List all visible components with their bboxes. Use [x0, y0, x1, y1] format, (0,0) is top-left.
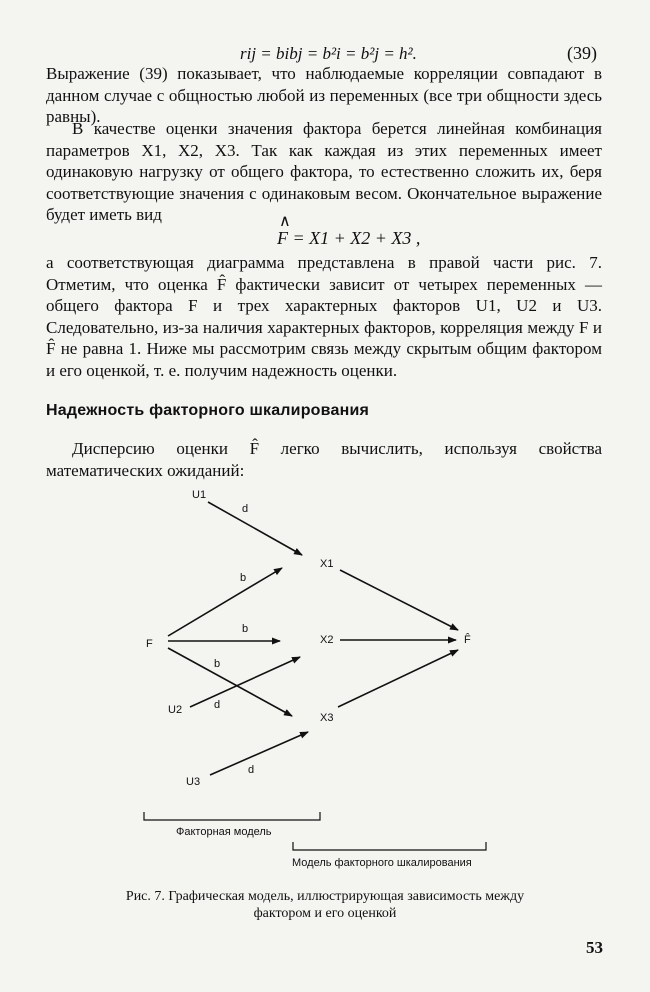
figure-caption: Рис. 7. Графическая модель, иллюстрирующая зависимость между фактором и его оценкой [125, 889, 525, 921]
paragraph-3-text: а соответствующая диаграмма представлена в правой части рис. 7. Отметим, что оценка F̂ фактически зависит от четырех переменных — общего фактора F и трех характерных факторов U1, U2 и U3. Следовательно, из-за наличия характерных факторов, корреляция между F и F̂ не равна 1. Ниже мы рассмотрим связь между скрытым общим фактором и его оценкой, т. е. получим надежность оценки. [46, 253, 602, 380]
edge-u1-x1 [208, 502, 302, 555]
node-u2: U2 [168, 704, 183, 716]
paragraph-4-text: Дисперсию оценки F̂ легко вычислить, используя свойства математических ожиданий: [46, 439, 602, 480]
node-u3: U3 [186, 776, 201, 788]
edge-u2-x2 [190, 657, 300, 707]
bracket-factor-model [144, 812, 320, 820]
paragraph-2 [46, 118, 602, 226]
node-x1: X1 [320, 558, 334, 570]
section-heading: Надежность факторного шкалирования [46, 402, 370, 419]
node-x2: X2 [320, 634, 334, 646]
edge-u3-x3 [210, 732, 308, 775]
paragraph-1-text: Выражение (39) показывает, что наблюдаемые корреляции совпадают в данном случае с общностью любой из переменных (все три общности здесь равны). [46, 64, 602, 127]
label-factor-model: Факторная модель [176, 826, 272, 838]
fhat-symbol: ∧ [279, 213, 291, 230]
bracket-scaling-model [293, 842, 486, 850]
edge-label-b-x2: b [242, 623, 249, 635]
equation-fhat: F = X1 + X2 + X3 , [277, 228, 421, 248]
edge-label-d-u3: d [248, 764, 255, 776]
edge-label-b-x3: b [214, 658, 221, 670]
factor-diagram [130, 480, 530, 880]
edge-label-d-u1: d [242, 503, 249, 515]
paragraph-3 [46, 252, 602, 382]
node-f: F [146, 638, 153, 650]
edge-f-x1 [168, 568, 282, 636]
node-u1: U1 [192, 489, 207, 501]
paragraph-4 [46, 438, 602, 481]
paragraph-2-text: В качестве оценки значения фактора берется линейная комбинация параметров X1, X2, X3. Так как каждая из этих переменных имеет одинаковую нагрузку от общего фактора, то естественно сложить их, беря соответствующие значения с одинаковым весом. Окончательное выражение будет иметь вид [46, 119, 602, 225]
page-number: 53 [586, 938, 603, 957]
edge-label-d-u2: d [214, 699, 221, 711]
edge-x1-fhat [340, 570, 458, 630]
edge-f-x3 [168, 648, 292, 716]
edge-label-b-x1: b [240, 572, 247, 584]
node-x3: X3 [320, 712, 334, 724]
equation-number: (39) [567, 43, 597, 63]
label-scaling-model: Модель факторного шкалирования [292, 857, 472, 869]
edge-x3-fhat [338, 650, 458, 707]
equation-39: rij = bibj = b²i = b²j = h². [240, 44, 417, 63]
node-fhat: F̂ [464, 634, 471, 646]
